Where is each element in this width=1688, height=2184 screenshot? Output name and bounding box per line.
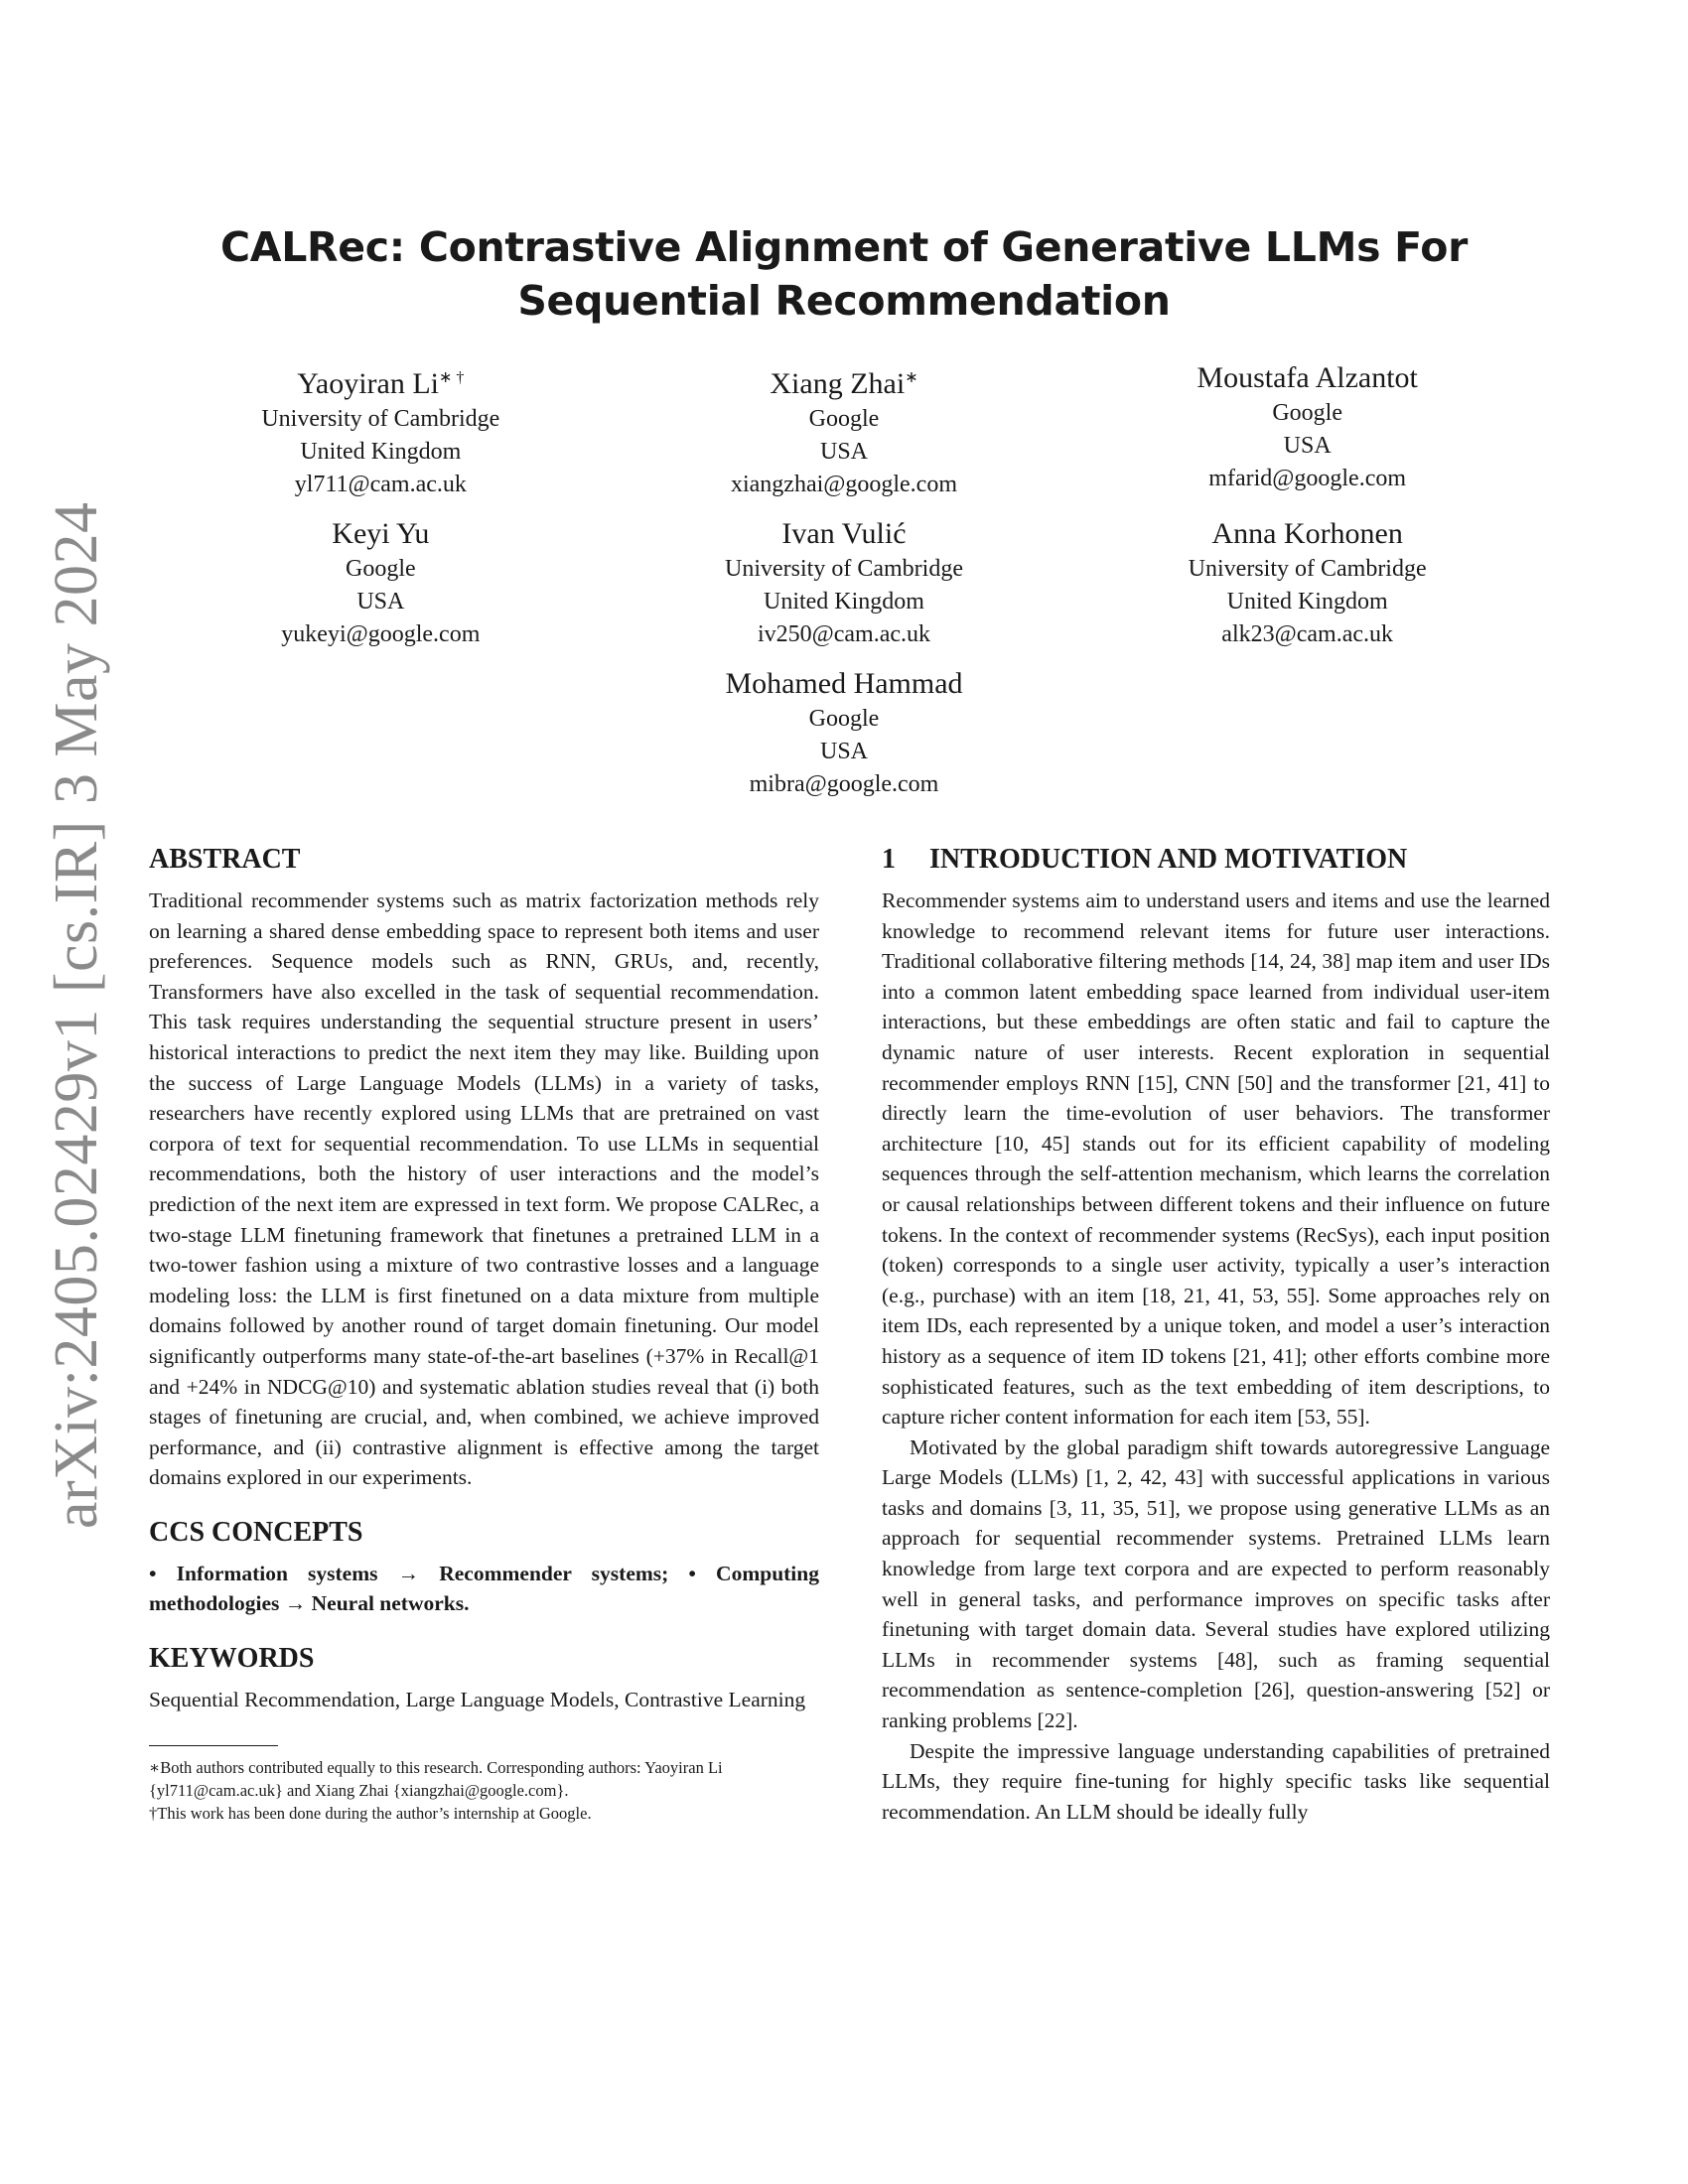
author-country: United Kingdom bbox=[300, 439, 462, 465]
author-country: United Kingdom bbox=[1226, 589, 1388, 614]
footnote-rule bbox=[149, 1745, 278, 1746]
author-email: xiangzhai@google.com bbox=[730, 472, 958, 497]
abstract-text: Traditional recommender systems such as matrix factorization methods rely on learning a shared dense embedding space to represent both items and user preferences. Sequence models such as RNN, GRUs, and, recently, Transformers have also excelled in the task of sequential recommendation. This task requires understanding the sequential structure present in users’ historical interactions to predict the next item they may like. Building upon the success of Large Language Models (LLMs) in a variety of tasks, researchers have recently explored using LLMs that are pretrained on vast corpora of text for sequential recommendation. To use LLMs in sequential recommendations, both the history of user interactions and the model’s prediction of the next item are expressed in text form. We propose CALRec, a two-stage LLM finetuning framework that finetunes a pretrained LLM in a two-tower fashion using a mixture of two contrastive losses and a language modeling loss: the LLM is first finetuned on a data mixture from multiple domains followed by another round of target domain finetuning. Our model significantly outperforms many state-of-the-art baselines (+37% in Recall@1 and +24% in NDCG@10) and systematic ablation studies reveal that (i) both stages of finetuning are crucial, and, when combined, we achieve improved performance, and (ii) contrastive alignment is effective among the target domains explored in our experiments. bbox=[149, 888, 819, 1490]
author-email: iv250@cam.ac.uk bbox=[757, 621, 931, 647]
author-name: Anna Korhonen bbox=[1211, 517, 1403, 550]
abstract-heading: ABSTRACT bbox=[149, 844, 301, 875]
intro-paragraph-3: Despite the impressive language understanding capabilities of pretrained LLMs, they require fine-tuning for highly specific tasks like sequential recommendation. An LLM should be ideally fully bbox=[882, 1738, 1550, 1824]
author-entry bbox=[149, 359, 613, 501]
author-name: Moustafa Alzantot bbox=[1196, 361, 1418, 394]
author-affiliation: Google bbox=[346, 556, 416, 582]
ccs-heading: CCS CONCEPTS bbox=[149, 1516, 363, 1548]
author-name: Keyi Yu bbox=[332, 517, 430, 550]
author-country: USA bbox=[356, 589, 405, 614]
author-email: yl711@cam.ac.uk bbox=[294, 472, 467, 497]
author-entry bbox=[613, 359, 1076, 501]
author-affiliation: University of Cambridge bbox=[1188, 556, 1427, 582]
author-affiliation: Google bbox=[808, 406, 880, 432]
author-country: USA bbox=[1283, 433, 1332, 459]
author-email: yukeyi@google.com bbox=[281, 621, 481, 647]
author-affiliation: Google bbox=[1272, 400, 1342, 426]
intro-heading bbox=[882, 842, 1550, 878]
author-entry bbox=[613, 665, 1076, 801]
author-email: mibra@google.com bbox=[749, 771, 939, 797]
section-number: 1 bbox=[882, 844, 896, 875]
author-country: United Kingdom bbox=[763, 589, 924, 614]
author-affiliation: Google bbox=[808, 706, 880, 732]
intro-paragraph-1: Recommender systems aim to understand users and items and use the learned knowledge to recommend relevant items for future user interactions. Traditional collaborative filtering methods [14, 24, 38] map item and user IDs into a common latent embedding space learned from individual user-item interactions, but these embeddings are often static and fail to capture the dynamic nature of user interests. Recent exploration in sequential recommender employs RNN [15], CNN [50] and the transformer [21, 41] to directly learn the time-evolution of user behaviors. The transformer architecture [10, 45] stands out for its efficient capability of modeling sequences through the self-attention mechanism, which learns the correlation or causal relationships between different tokens and their influence on future tokens. In the context of recommender systems (RecSys), each input position (token) corresponds to a single user activity, typically a user’s interaction (e.g., purchase) with an item [18, 21, 41, 53, 55]. Some approaches rely on item IDs, each represented by a unique token, and model a user’s interaction history as a sequence of item ID tokens [21, 41]; other efforts combine more sophisticated features, such as the text embedding of item descriptions, to capture richer content information for each item [53, 55]. bbox=[882, 888, 1550, 1430]
author-email: alk23@cam.ac.uk bbox=[1221, 621, 1393, 647]
author-entry bbox=[1075, 515, 1539, 651]
section-title: INTRODUCTION AND MOTIVATION bbox=[929, 844, 1408, 875]
author-name: Ivan Vulić bbox=[781, 517, 907, 550]
intro-paragraph-2: Motivated by the global paradigm shift towards autoregressive Language Large Models (LLMs) [1, 2, 42, 43] with successful applications in various tasks and domains [3, 11, 35, 51], we propose using generative LLMs as an approach for sequential recommender systems. Pretrained LLMs learn knowledge from large text corpora and are expected to perform reasonably well in general tasks, and performance improves on specific tasks after finetuning with target domain data. Several studies have explored utilizing LLMs in recommender systems [48], such as framing sequential recommendation as sentence-completion [26], question-answering [52] or ranking problems [22]. bbox=[882, 1434, 1550, 1733]
author-name: Yaoyiran Li bbox=[297, 367, 440, 400]
author-entry bbox=[613, 515, 1076, 651]
keywords-heading: KEYWORDS bbox=[149, 1643, 315, 1675]
arxiv-identifier-stamp: arXiv:2405.02429v1 [cs.IR] 3 May 2024 bbox=[43, 501, 110, 1529]
ccs-text: • Information systems → Recommender systems; • Computing methodologies → Neural networks. bbox=[149, 1561, 819, 1616]
author-country: USA bbox=[819, 439, 868, 465]
paper-title bbox=[149, 220, 1539, 328]
author-country: USA bbox=[819, 739, 868, 764]
title-line-1: CALRec: Contrastive Alignment of Generative LLMs For bbox=[219, 223, 1468, 271]
author-affiliation: University of Cambridge bbox=[261, 406, 500, 432]
author-name: Mohamed Hammad bbox=[725, 667, 963, 700]
title-line-2: Sequential Recommendation bbox=[517, 277, 1171, 325]
author-email: mfarid@google.com bbox=[1208, 466, 1407, 491]
author-affiliation: University of Cambridge bbox=[725, 556, 963, 582]
footnote-equal-contribution: ∗Both authors contributed equally to this research. Corresponding authors: Yaoyiran Li {yl711@cam.ac.uk} and Xiang Zhai {xiangzhai@google.com}. bbox=[149, 1757, 723, 1800]
footnote-internship: †This work has been done during the author’s internship at Google. bbox=[149, 1803, 592, 1823]
author-entry bbox=[1075, 359, 1539, 501]
author-name: Xiang Zhai bbox=[770, 367, 906, 400]
left-column bbox=[149, 842, 819, 1825]
author-block bbox=[149, 359, 1539, 801]
keywords-text: Sequential Recommendation, Large Language Models, Contrastive Learning bbox=[149, 1688, 806, 1712]
author-mark: ∗ bbox=[905, 369, 918, 386]
author-mark: ∗ † bbox=[439, 369, 465, 386]
author-entry bbox=[149, 515, 613, 651]
right-column bbox=[882, 842, 1550, 1827]
